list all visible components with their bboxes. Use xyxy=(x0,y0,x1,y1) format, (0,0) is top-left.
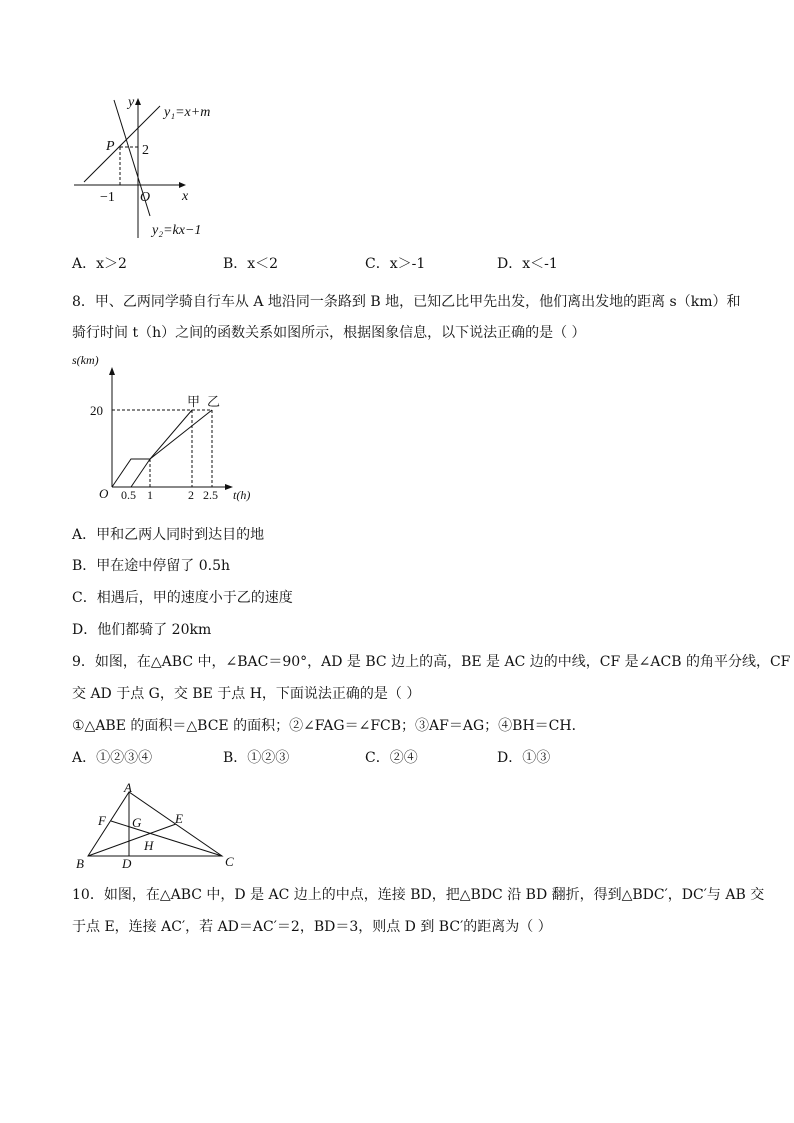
q7-option-c[interactable]: C．x＞-1 xyxy=(365,256,426,272)
q8-figure xyxy=(70,350,270,505)
q7-tick-2: 2 xyxy=(142,143,149,158)
q7-option-b[interactable]: B．x＜2 xyxy=(223,256,279,272)
q9-bisector-cf xyxy=(111,821,222,856)
q8-label-yi: 乙 xyxy=(207,394,221,409)
q7-point-p-label: P xyxy=(106,139,115,154)
q9-statements: ①△ABE 的面积＝△BCE 的面积；②∠FAG＝∠FCB；③AF＝AG；④BH＝CH． xyxy=(72,718,586,734)
q8-option-c[interactable]: C．相遇后，甲的速度小于乙的速度 xyxy=(72,590,293,606)
q9-option-b[interactable]: B．①②③ xyxy=(223,750,290,766)
q9-figure xyxy=(70,780,250,870)
q9-option-c[interactable]: C．②④ xyxy=(365,750,418,766)
q7-option-d[interactable]: D．x＜-1 xyxy=(497,256,558,272)
q9-label-e: E xyxy=(175,811,183,826)
q8-option-b[interactable]: B．甲在途中停留了 0.5h xyxy=(72,558,231,574)
q9-stem-line1: 9．如图，在△ABC 中，∠BAC＝90°，AD 是 BC 边上的高，BE 是 AC 边的中线，CF 是∠ACB 的角平分线，CF xyxy=(72,654,791,670)
q8-label-jia: 甲 xyxy=(187,394,201,409)
q7-origin-label: O xyxy=(140,190,151,205)
q9-label-c: C xyxy=(225,854,234,869)
q8-option-d[interactable]: D．他们都骑了 20km xyxy=(72,622,212,638)
q8-y-arrow xyxy=(109,367,115,375)
q7-y-arrow xyxy=(135,98,141,105)
q10-stem-line1: 10．如图，在△ABC 中，D 是 AC 边上的中点，连接 BD，把△BDC 沿 BD 翻折，得到△BDC′，DC′与 AB 交 xyxy=(72,887,765,903)
q7-y-label: y xyxy=(128,95,135,110)
q8-x-axis-label: t(h) xyxy=(233,488,251,502)
q8-x-tick-1: 1 xyxy=(147,488,153,502)
q8-option-a[interactable]: A．甲和乙两人同时到达目的地 xyxy=(72,527,265,543)
q9-triangle-abc xyxy=(88,792,222,856)
q9-stem-line2: 交 AD 于点 G，交 BE 于点 H，下面说法正确的是（ ） xyxy=(72,686,421,702)
q7-line1-label: y₁=x+m xyxy=(164,105,211,120)
q10-stem-line2: 于点 E，连接 AC′，若 AD＝AC′＝2，BD＝3，则点 D 到 BC′的距离为（ ） xyxy=(72,919,552,935)
q8-stem-line2: 骑行时间 t（h）之间的函数关系如图所示，根据图象信息，以下说法正确的是（ ） xyxy=(72,325,586,341)
q8-line-jia xyxy=(131,410,192,487)
q8-x-tick-0-5: 0.5 xyxy=(121,488,136,502)
q7-line2-label: y₂=kx−1 xyxy=(152,223,202,238)
q9-label-b: B xyxy=(76,856,84,870)
q8-stem-line1: 8．甲、乙两同学骑自行车从 A 地沿同一条路到 B 地，已知乙比甲先出发，他们离出发地的距离 s（km）和 xyxy=(72,294,741,310)
q9-label-h: H xyxy=(144,838,154,853)
q9-label-a: A xyxy=(124,780,132,795)
q9-label-g: G xyxy=(132,815,142,830)
q7-tick-minus1: −1 xyxy=(100,190,115,205)
q7-figure xyxy=(70,92,240,247)
q9-label-f: F xyxy=(98,813,106,828)
q7-x-arrow xyxy=(179,182,186,188)
q8-line-yi xyxy=(112,410,212,487)
q9-label-d: D xyxy=(122,856,132,870)
q7-option-a[interactable]: A．x＞2 xyxy=(72,256,127,272)
q8-x-tick-2: 2 xyxy=(188,488,194,502)
q8-y-axis-label: s(km) xyxy=(72,353,99,367)
q7-x-label: x xyxy=(182,189,189,204)
q8-x-tick-2-5: 2.5 xyxy=(203,488,218,502)
q9-option-d[interactable]: D．①③ xyxy=(497,750,551,766)
q8-y-tick-20: 20 xyxy=(90,403,103,418)
q8-origin-label: O xyxy=(99,486,109,501)
q9-option-a[interactable]: A．①②③④ xyxy=(72,750,153,766)
q8-x-arrow xyxy=(225,484,233,490)
